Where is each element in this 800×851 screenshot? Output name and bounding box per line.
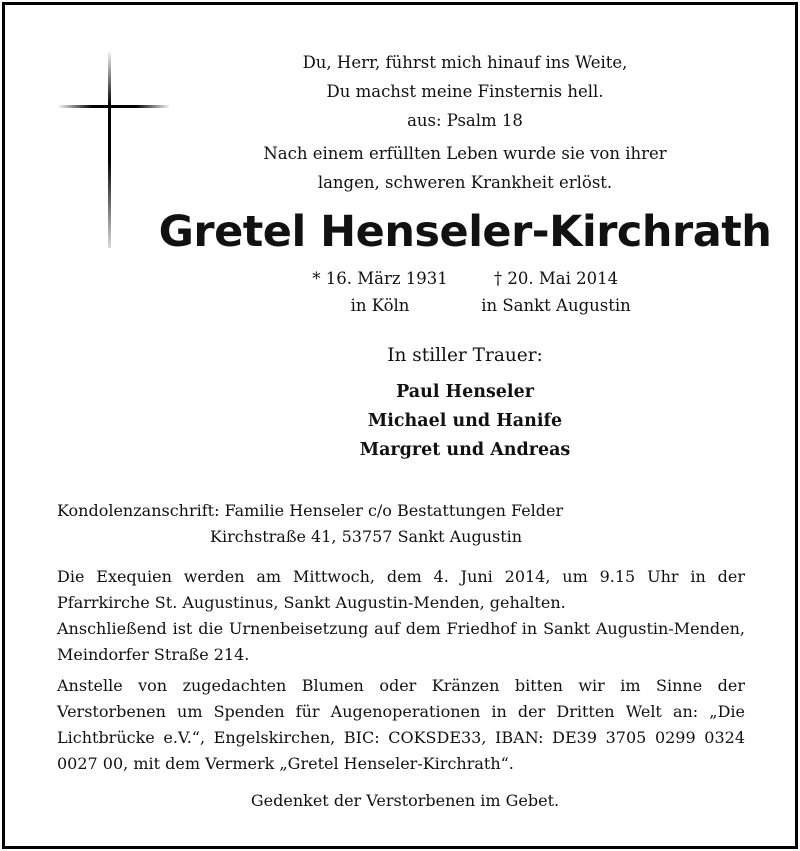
obituary-notice xyxy=(2,2,798,849)
intro-line-2: langen, schweren Krankheit erlöst. xyxy=(317,173,613,192)
condolence-label: Kondolenzanschrift: xyxy=(57,501,220,520)
birth-date: * 16. März 1931 xyxy=(312,269,448,288)
mourner-name: Paul Henseler xyxy=(396,382,534,402)
birth-info xyxy=(280,265,480,319)
mourner-name: Michael und Hanife xyxy=(367,411,563,431)
death-date: † 20. Mai 2014 xyxy=(493,269,619,288)
death-info xyxy=(461,265,651,319)
death-place: in Sankt Augustin xyxy=(481,296,631,315)
verse-line-2: Du machst meine Finsternis hell. xyxy=(326,82,604,101)
cross-vertical-beam xyxy=(108,52,111,248)
psalm-verse xyxy=(205,48,725,135)
mourning-title: In stiller Trauer: xyxy=(387,345,543,366)
condolence-line-2: Kirchstraße 41, 53757 Sankt Augustin xyxy=(210,527,523,546)
closing-line: Gedenket der Verstorbenen im Gebet. xyxy=(250,791,560,810)
urn-burial-paragraph: Anschließend ist die Urnenbeisetzung auf dem Friedhof in Sankt Augustin-Menden, Meindorfer Straße 214. xyxy=(57,619,745,664)
condolence-line-1: Familie Henseler c/o Bestattungen Felder xyxy=(224,501,564,520)
deceased-name: Gretel Henseler-Kirchrath xyxy=(158,207,772,257)
mourner-name: Margret und Andreas xyxy=(359,440,571,460)
cross-horizontal-beam xyxy=(59,105,169,108)
intro-text xyxy=(205,139,725,197)
verse-line-1: Du, Herr, führst mich hinauf ins Weite, xyxy=(302,53,628,72)
donation-paragraph: Anstelle von zugedachten Blumen oder Kränzen bitten wir im Sinne der Verstorbenen um Spenden für Augenoperationen in der Dritten Welt an: „Die Lichtbrücke e.V.“, Engelskirchen, BIC: COKSDE33, IBAN: DE39 3705 0299 0324 0027 00, mit dem Vermerk „Gretel Henseler-Kirchrath“. xyxy=(57,676,745,773)
verse-source: aus: Psalm 18 xyxy=(407,111,523,130)
exequien-paragraph: Die Exequien werden am Mittwoch, dem 4. Juni 2014, um 9.15 Uhr in der Pfarrkirche St. Augustinus, Sankt Augustin-Menden, gehalten. xyxy=(57,567,745,612)
intro-line-1: Nach einem erfüllten Leben wurde sie von ihrer xyxy=(263,144,667,163)
condolence-address xyxy=(57,498,563,524)
birth-place: in Köln xyxy=(350,296,410,315)
mourners-list xyxy=(265,378,665,465)
